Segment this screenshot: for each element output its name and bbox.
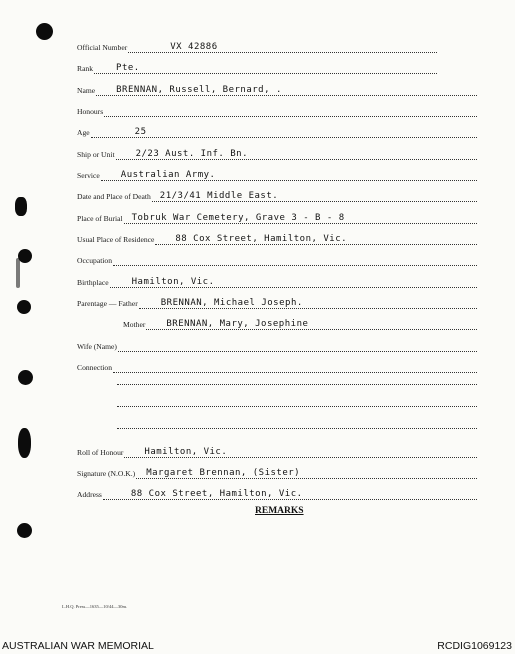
continuation-line — [117, 406, 477, 407]
punch-hole — [18, 428, 31, 458]
field-value: VX 42886 — [170, 42, 218, 52]
field-value: Tobruk War Cemetery, Grave 3 - B - 8 — [131, 213, 345, 223]
staple-mark — [16, 258, 20, 288]
field-line — [128, 39, 437, 53]
field-label: Ship or Unit — [77, 150, 115, 159]
field-official-number — [77, 37, 437, 53]
field-roll-of-honour — [77, 442, 477, 458]
field-line — [94, 60, 437, 74]
punch-hole — [18, 249, 32, 263]
field-label: Honours — [77, 107, 104, 116]
field-label: Roll of Honour — [77, 448, 124, 457]
field-name — [77, 80, 477, 96]
field-label: Name — [77, 86, 96, 95]
field-occupation — [77, 250, 477, 266]
field-line — [113, 252, 477, 266]
field-label: Place of Burial — [77, 214, 123, 223]
field-label: Age — [77, 128, 90, 137]
field-wife — [77, 336, 477, 352]
field-label: Mother — [123, 320, 146, 329]
field-line — [91, 124, 477, 138]
field-line — [103, 486, 477, 500]
field-line — [113, 359, 477, 373]
field-service — [77, 165, 477, 181]
field-label: Connection — [77, 363, 113, 372]
field-line — [116, 146, 477, 160]
continuation-line — [117, 428, 477, 429]
field-label: Signature (N.O.K.) — [77, 469, 136, 478]
field-rank — [77, 58, 437, 74]
punch-hole — [15, 197, 27, 216]
field-label: Date and Place of Death — [77, 192, 151, 201]
field-value: Hamilton, Vic. — [144, 447, 228, 457]
field-value: 25 — [134, 127, 147, 137]
field-birthplace — [77, 272, 477, 288]
punch-hole — [18, 370, 33, 385]
field-value: 88 Cox Street, Hamilton, Vic. — [130, 489, 303, 499]
field-value: Margaret Brennan, (Sister) — [146, 468, 301, 478]
field-value: 88 Cox Street, Hamilton, Vic. — [175, 234, 348, 244]
field-label: Official Number — [77, 43, 128, 52]
field-value: BRENNAN, Mary, Josephine — [166, 319, 309, 329]
field-line — [136, 465, 477, 479]
continuation-line — [117, 384, 477, 385]
field-signature — [77, 463, 477, 479]
field-line — [118, 338, 477, 352]
field-value: 2/23 Aust. Inf. Bn. — [135, 149, 249, 159]
field-line — [101, 167, 477, 181]
field-label: Usual Place of Residence — [77, 235, 155, 244]
field-label: Birthplace — [77, 278, 109, 287]
field-ship-or-unit — [77, 144, 477, 160]
field-mother — [123, 314, 477, 330]
field-age — [77, 122, 477, 138]
field-father — [77, 293, 477, 309]
remarks-heading: REMARKS — [255, 506, 304, 516]
field-line — [124, 210, 477, 224]
field-honours — [77, 101, 477, 117]
punch-hole — [17, 300, 31, 314]
field-label: Service — [77, 171, 100, 180]
field-line — [104, 103, 477, 117]
field-connection — [77, 357, 477, 373]
field-usual-residence — [77, 229, 477, 245]
field-line — [146, 316, 477, 330]
punch-hole — [17, 523, 32, 538]
field-value: 21/3/41 Middle East. — [159, 191, 279, 201]
field-value: Pte. — [116, 63, 140, 73]
field-value: BRENNAN, Michael Joseph. — [160, 298, 303, 308]
field-place-of-burial — [77, 208, 477, 224]
field-address — [77, 484, 477, 500]
field-value: Australian Army. — [120, 170, 216, 180]
field-label: Parentage — Father — [77, 299, 138, 308]
field-value: Hamilton, Vic. — [131, 277, 215, 287]
printer-note: L.H.Q. Press—1635—10/44—30m. — [62, 604, 128, 609]
field-label: Rank — [77, 64, 94, 73]
field-line — [96, 82, 477, 96]
field-label: Occupation — [77, 256, 113, 265]
field-line — [139, 295, 477, 309]
field-line — [155, 231, 477, 245]
footer-record-id: RCDIG1069123 — [437, 640, 512, 652]
field-line — [152, 188, 477, 202]
footer-source: AUSTRALIAN WAR MEMORIAL — [2, 640, 154, 652]
field-line — [110, 274, 477, 288]
field-label: Wife (Name) — [77, 342, 117, 351]
field-line — [124, 444, 477, 458]
field-date-place-death — [77, 186, 477, 202]
field-label: Address — [77, 490, 102, 499]
field-value: BRENNAN, Russell, Bernard, . — [116, 85, 282, 95]
punch-hole — [36, 23, 53, 40]
